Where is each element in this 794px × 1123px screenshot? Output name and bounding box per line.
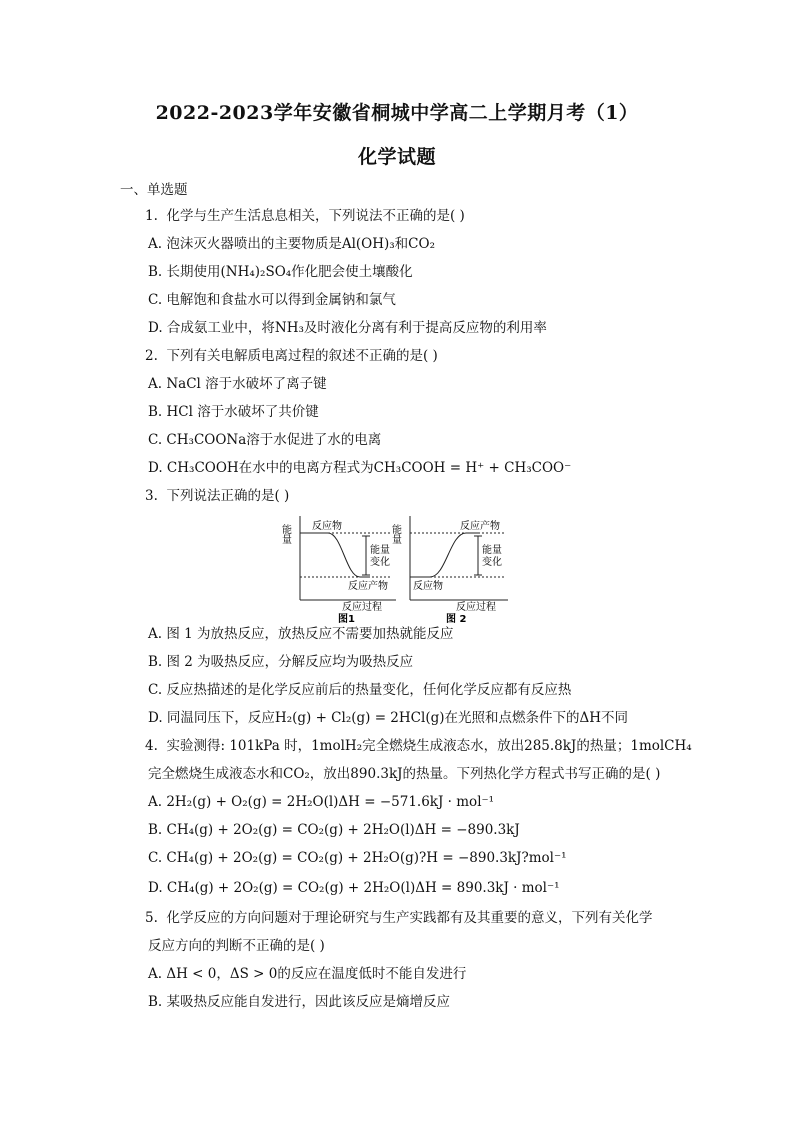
question-1-stem xyxy=(145,207,465,225)
fig1-yaxis-label: 能量 xyxy=(280,524,291,544)
question-3-option-c: C. 反应热描述的是化学反应前后的热量变化，任何化学反应都有反应热 xyxy=(148,682,572,698)
question-4-option-a: A. 2H₂(g) + O₂(g) = 2H₂O(l)ΔH = −571.6kJ · mol⁻¹ xyxy=(148,794,495,810)
question-1-option-c: C. 电解饱和食盐水可以得到金属钠和氯气 xyxy=(148,292,396,308)
question-text: 实验测得: 101kPa 时，1molH₂完全燃烧生成液态水，放出285.8kJ的热量；1molCH₄ xyxy=(166,738,692,754)
fig2-top-label: 反应产物 xyxy=(460,521,500,532)
question-1-option-d: D. 合成氨工业中，将NH₃及时液化分离有利于提高反应物的利用率 xyxy=(148,320,547,336)
energy-curve xyxy=(300,533,368,577)
question-2-option-c: C. CH₃COONa溶于水促进了水的电离 xyxy=(148,432,382,448)
fig2-caption: 图 2 xyxy=(446,614,467,624)
question-number: 1. xyxy=(145,208,158,224)
question-text: 下列说法正确的是( ) xyxy=(166,488,290,504)
page-subtitle: 化学试题 xyxy=(357,146,436,168)
question-2-stem xyxy=(145,347,438,365)
question-5-stem-continued: 反应方向的判断不正确的是( ) xyxy=(148,938,325,954)
fig1-caption: 图1 xyxy=(338,614,355,624)
question-4-option-c: C. CH₄(g) + 2O₂(g) = CO₂(g) + 2H₂O(g)?H = −890.3kJ?mol⁻¹ xyxy=(148,850,567,866)
question-3-stem xyxy=(145,487,289,505)
question-2-option-d: D. CH₃COOH在水中的电离方程式为CH₃COOH = H⁺ + CH₃COO⁻ xyxy=(148,460,572,476)
question-5-stem xyxy=(145,909,652,927)
question-2-option-a: A. NaCl 溶于水破坏了离子键 xyxy=(148,376,327,392)
question-3-option-d: D. 同温同压下，反应H₂(g) + Cl₂(g) = 2HCl(g)在光照和点燃条件下的ΔH不同 xyxy=(148,710,629,726)
question-number: 4. xyxy=(145,738,158,754)
section-heading: 一、单选题 xyxy=(120,182,188,198)
question-4-option-b: B. CH₄(g) + 2O₂(g) = CO₂(g) + 2H₂O(l)ΔH = −890.3kJ xyxy=(148,822,520,838)
fig1-bottom-label: 反应产物 xyxy=(348,581,388,592)
fig2-change-label-1: 能量 xyxy=(482,545,502,556)
question-text: 下列有关电解质电离过程的叙述不正确的是( ) xyxy=(166,348,438,364)
question-5-option-b: B. 某吸热反应能自发进行，因此该反应是熵增反应 xyxy=(148,994,451,1010)
energy-diagram-figure xyxy=(280,512,520,624)
fig1-top-label: 反应物 xyxy=(312,521,342,532)
fig2-yaxis-label: 能量 xyxy=(389,524,401,544)
question-3-option-a: A. 图 1 为放热反应，放热反应不需要加热就能反应 xyxy=(148,626,454,642)
question-1-option-b: B. 长期使用(NH₄)₂SO₄作化肥会使土壤酸化 xyxy=(148,264,413,280)
fig2-bottom-label: 反应物 xyxy=(413,581,443,592)
question-4-stem xyxy=(145,737,692,755)
page-title: 2022-2023学年安徽省桐城中学高二上学期月考（1） xyxy=(155,102,639,124)
fig2-change-label-2: 变化 xyxy=(482,557,502,568)
question-text: 化学与生产生活息息相关，下列说法不正确的是( ) xyxy=(166,208,465,224)
question-number: 2. xyxy=(145,348,158,364)
question-number: 3. xyxy=(145,488,158,504)
fig1-change-label-1: 能量 xyxy=(370,545,390,556)
question-number: 5. xyxy=(145,910,158,926)
question-3-option-b: B. 图 2 为吸热反应，分解反应均为吸热反应 xyxy=(148,654,414,670)
question-2-option-b: B. HCl 溶于水破坏了共价键 xyxy=(148,404,319,420)
question-4-stem-continued: 完全燃烧生成液态水和CO₂，放出890.3kJ的热量。下列热化学方程式书写正确的是( ) xyxy=(148,766,661,782)
fig1-change-label-2: 变化 xyxy=(370,557,390,568)
question-1-option-a: A. 泡沫灭火器喷出的主要物质是Al(OH)₃和CO₂ xyxy=(148,236,435,252)
question-5-option-a: A. ΔH < 0，ΔS > 0的反应在温度低时不能自发进行 xyxy=(148,966,467,982)
fig1-xaxis-label: 反应过程 xyxy=(342,602,382,613)
question-text: 化学反应的方向问题对于理论研究与生产实践都有及其重要的意义，下列有关化学 xyxy=(166,910,653,926)
energy-curve xyxy=(410,533,480,577)
question-4-option-d: D. CH₄(g) + 2O₂(g) = CO₂(g) + 2H₂O(l)ΔH = 890.3kJ · mol⁻¹ xyxy=(148,880,560,896)
fig2-xaxis-label: 反应过程 xyxy=(456,602,496,613)
